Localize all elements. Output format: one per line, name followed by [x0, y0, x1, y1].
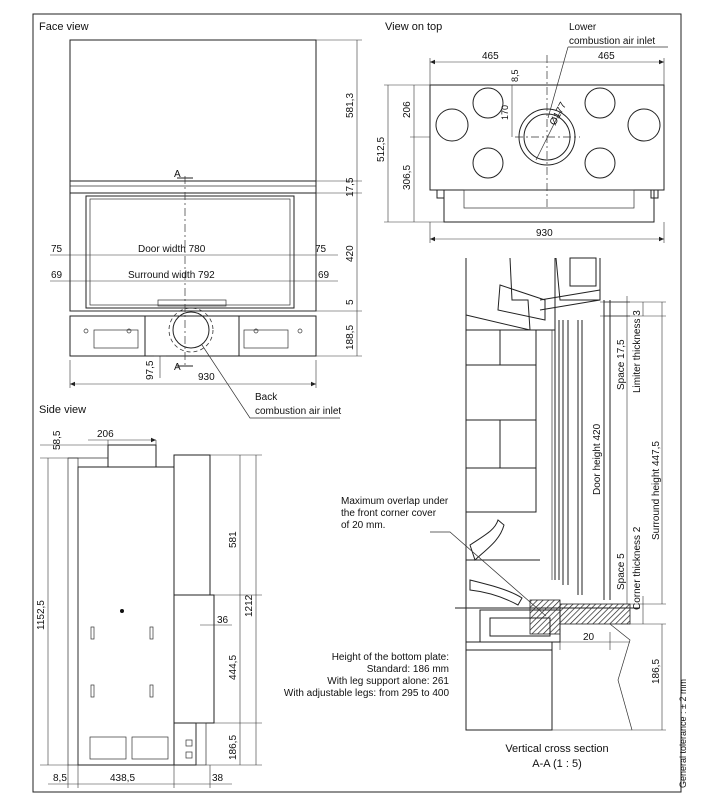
- face-dim-69-right: 69: [318, 270, 330, 281]
- space-17-5-label: Space 17,5: [616, 339, 627, 390]
- face-dim-17-5: 17,5: [345, 177, 356, 197]
- face-dim-75-left: 75: [51, 244, 63, 255]
- top-dim-diameter: Ø177: [547, 100, 570, 128]
- side-dim-581: 581: [228, 531, 239, 548]
- top-dim-306-5: 306,5: [402, 164, 413, 190]
- face-dim-97-5: 97,5: [145, 360, 156, 380]
- side-dim-444-5: 444,5: [228, 654, 239, 680]
- door-width-label: Door width 780: [138, 244, 206, 255]
- back-inlet-label-1: Back: [255, 392, 278, 403]
- top-view-title: View on top: [385, 21, 443, 33]
- side-dim-206: 206: [97, 429, 114, 440]
- surround-height-label: Surround height 447,5: [651, 441, 662, 540]
- section-dim-20: 20: [583, 632, 595, 643]
- face-dim-930: 930: [198, 372, 215, 383]
- surround-width-label: Surround width 792: [128, 270, 215, 281]
- face-view-title: Face view: [39, 21, 89, 33]
- bottom-plate-note-4: With adjustable legs: from 295 to 400: [283, 688, 449, 699]
- back-inlet-label-2: combustion air inlet: [255, 406, 342, 417]
- overlap-note-3: of 20 mm.: [341, 520, 386, 531]
- top-dim-170: 170: [500, 104, 510, 120]
- face-dim-75-right: 75: [315, 244, 327, 255]
- section-scale: A-A (1 : 5): [532, 758, 582, 770]
- side-dim-186-5: 186,5: [228, 734, 239, 760]
- bottom-plate-note-1: Height of the bottom plate:: [331, 652, 449, 663]
- face-dim-581-3: 581,3: [345, 92, 356, 118]
- limiter-thickness-label: Limiter thickness 3: [632, 310, 643, 393]
- section-mark-top: A: [174, 169, 181, 180]
- side-dim-1212: 1212: [244, 594, 255, 617]
- overlap-note-1: Maximum overlap under: [341, 496, 449, 507]
- door-height-label: Door height 420: [592, 423, 603, 495]
- top-dim-206: 206: [402, 101, 413, 118]
- bottom-plate-note-3: With leg support alone: 261: [327, 676, 449, 687]
- side-dim-38: 38: [212, 773, 224, 784]
- side-view: [36, 404, 262, 788]
- overlap-note-2: the front corner cover: [341, 508, 437, 519]
- side-dim-58-5: 58,5: [52, 430, 63, 450]
- corner-thickness-label: Corner thickness 2: [632, 526, 643, 610]
- top-view: [376, 21, 668, 243]
- face-dim-420: 420: [345, 245, 356, 262]
- face-dim-188-5: 188,5: [345, 324, 356, 350]
- general-tolerance: General tolerance : ± 2 mm: [678, 679, 688, 788]
- face-dim-69-left: 69: [51, 270, 63, 281]
- side-dim-8-5: 8,5: [53, 773, 67, 784]
- face-dim-5: 5: [345, 299, 356, 305]
- space-5-label: Space 5: [616, 553, 627, 590]
- lower-inlet-label-1: Lower: [569, 22, 597, 33]
- top-dim-465-right: 465: [598, 51, 615, 62]
- top-dim-930: 930: [536, 228, 553, 239]
- top-dim-512-5: 512,5: [376, 136, 387, 162]
- lower-inlet-label-2: combustion air inlet: [569, 36, 656, 47]
- section-dim-186-5: 186,5: [651, 658, 662, 684]
- section-title: Vertical cross section: [505, 743, 609, 755]
- bottom-plate-note-2: Standard: 186 mm: [366, 664, 449, 675]
- side-view-title: Side view: [39, 404, 87, 416]
- side-dim-438-5: 438,5: [110, 773, 136, 784]
- face-view: [39, 21, 362, 418]
- section-mark-bottom: A: [174, 362, 181, 373]
- top-dim-8-5: 8,5: [510, 69, 520, 82]
- side-dim-36: 36: [217, 615, 229, 626]
- side-dim-1152-5: 1152,5: [36, 600, 47, 630]
- top-dim-465-left: 465: [482, 51, 499, 62]
